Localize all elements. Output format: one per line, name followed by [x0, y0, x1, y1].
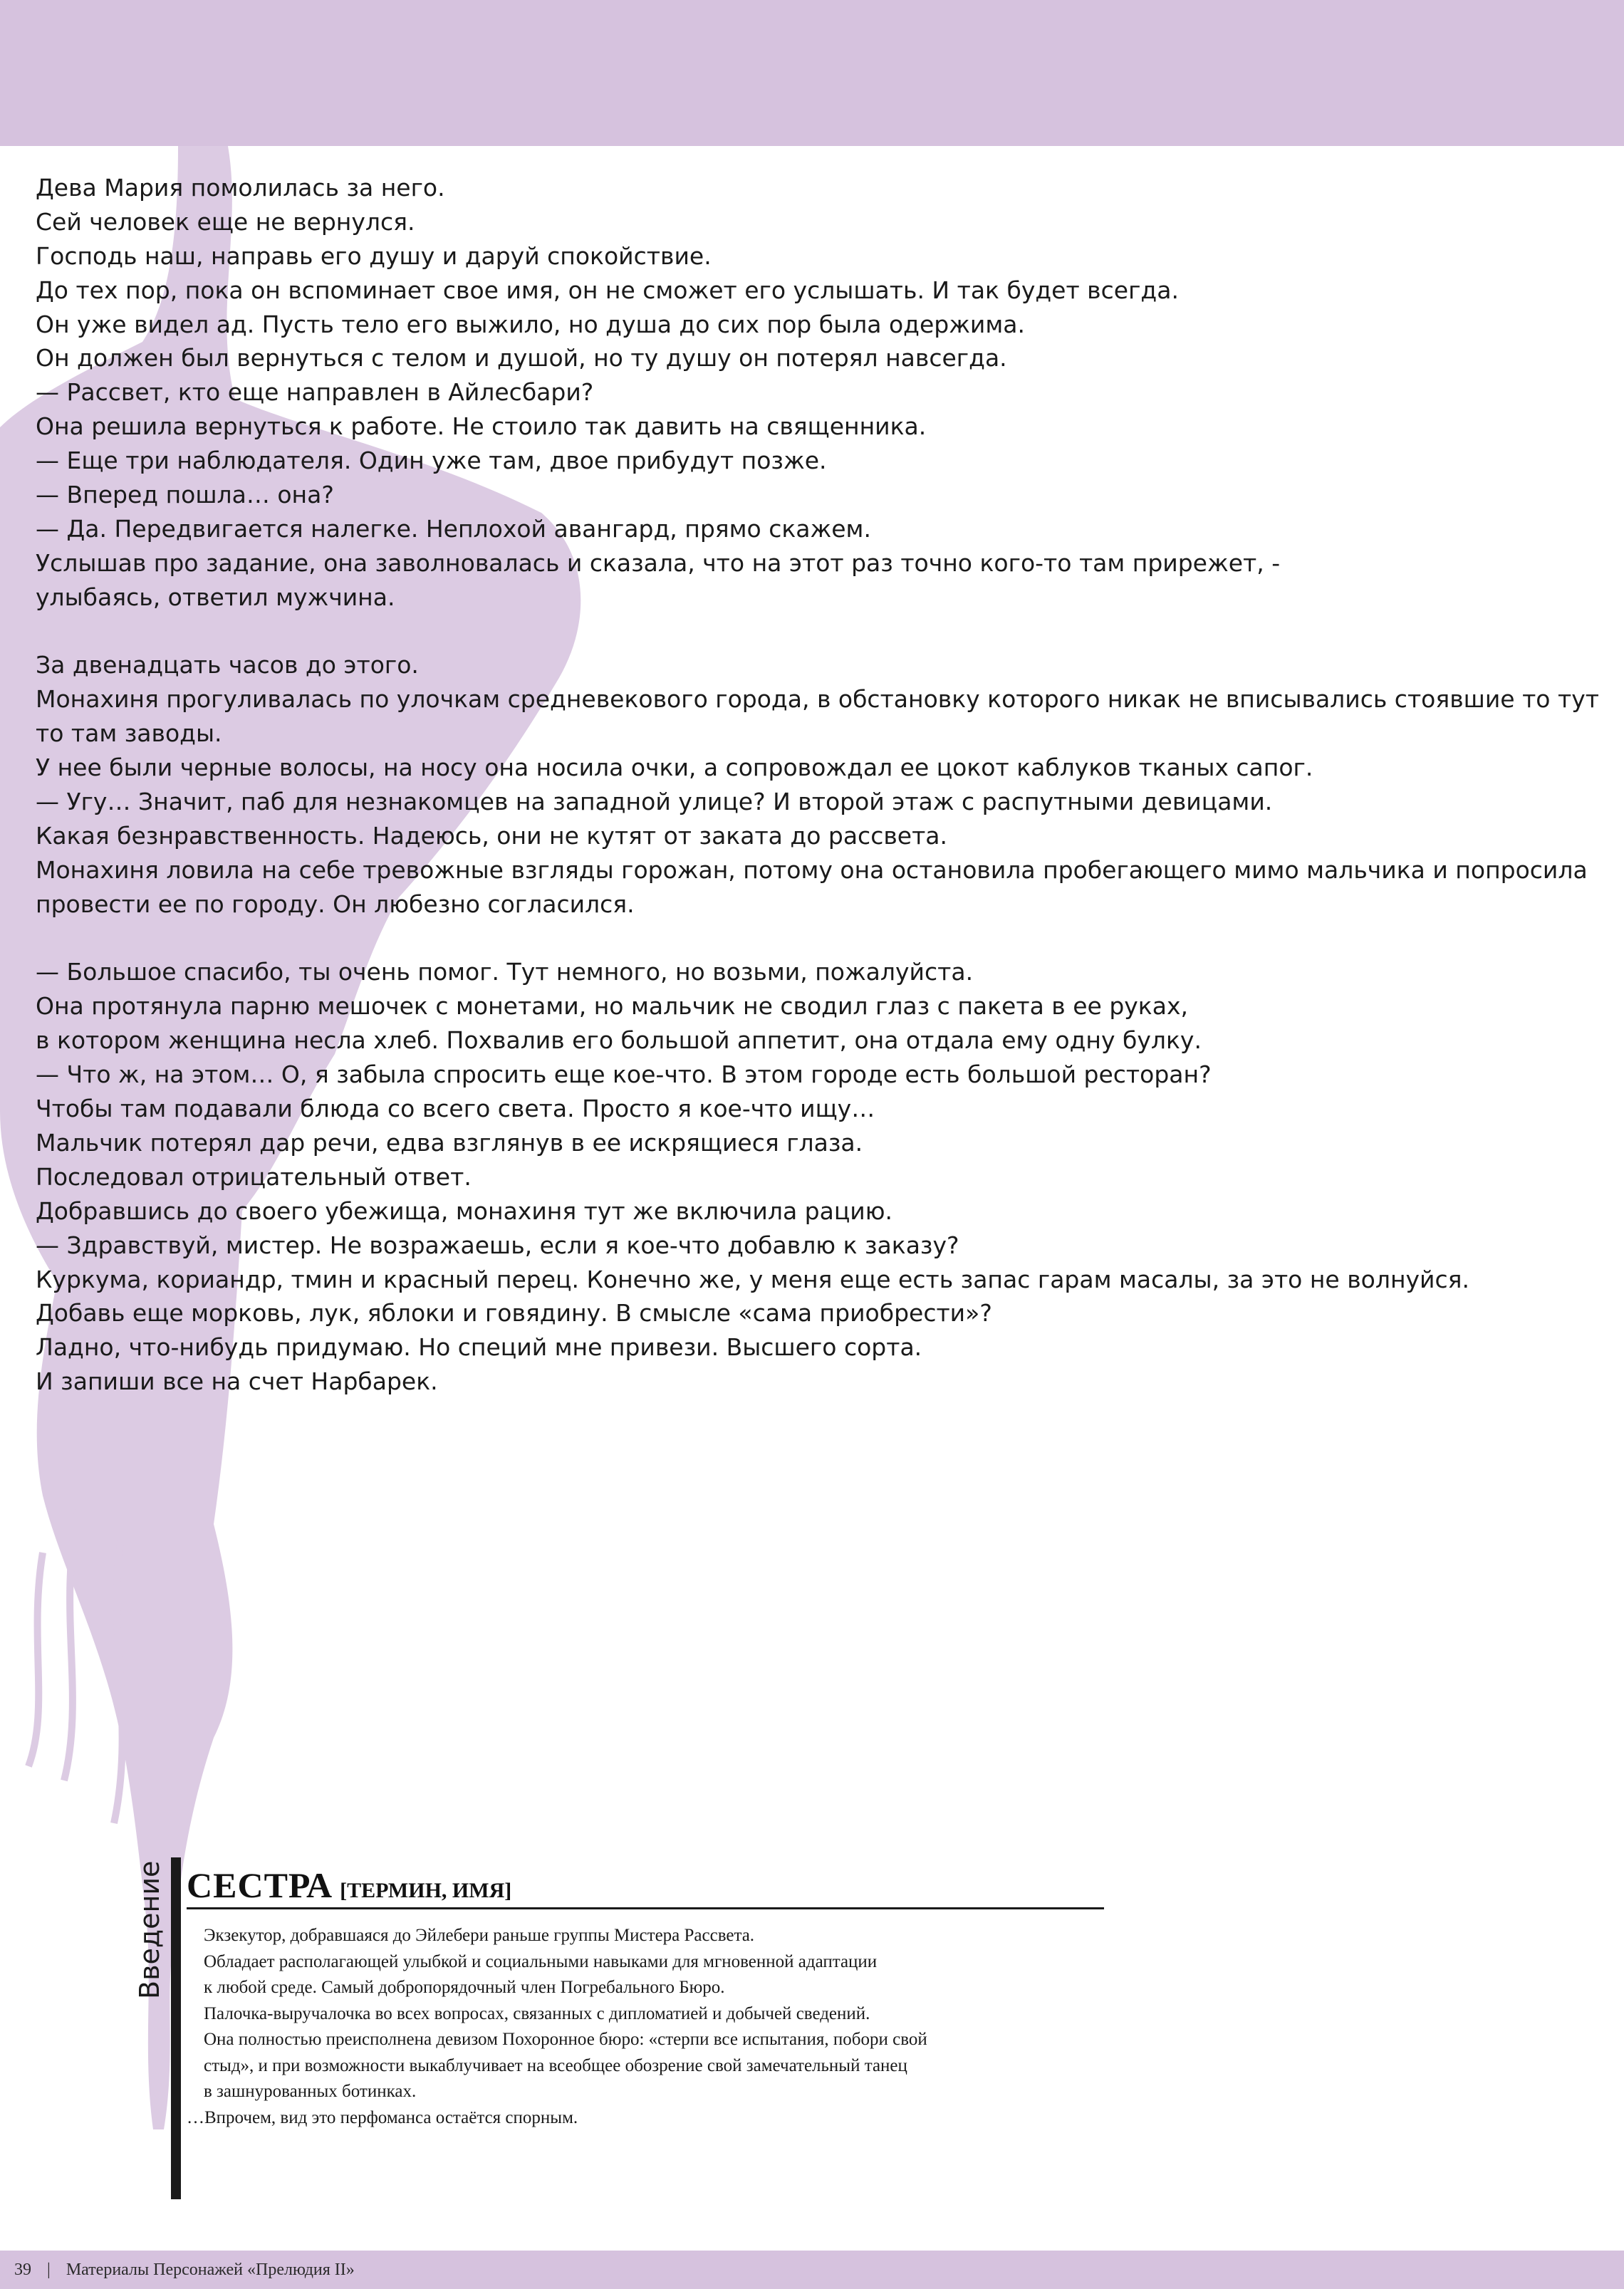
paragraph-gap: [36, 922, 1603, 956]
glossary-line: Экзекутор, добравшаяся до Эйлебери раньше группы Мистера Рассвета.: [204, 1926, 755, 1945]
story-line: — Еще три наблюдателя. Один уже там, двое прибудут позже.: [36, 447, 827, 475]
glossary-line: Она полностью преисполнена девизом Похоронное бюро: «стерпи все испытания, побори свой: [204, 2030, 927, 2049]
book-title: Материалы Персонажей «Прелюдия II»: [66, 2261, 355, 2279]
story-line: Сей человек еще не вернулся.: [36, 207, 415, 236]
story-line: Последовал отрицательный ответ.: [36, 1162, 472, 1191]
story-line: Монахиня ловила на себе тревожные взгляды горожан, потому она остановила пробегающего мимо мальчика и попросила: [36, 855, 1588, 884]
glossary-entry: [128, 1852, 1125, 2201]
glossary-line: …Впрочем, вид это перфоманса остаётся спорным.: [187, 2107, 578, 2127]
story-line: в котором женщина несла хлеб. Похвалив его большой аппетит, она отдала ему одну булку.: [36, 1026, 1202, 1055]
story-line: провести ее по городу. Он любезно согласился.: [36, 890, 635, 918]
story-line: — Здравствуй, мистер. Не возражаешь, если я кое-что добавлю к заказу?: [36, 1231, 959, 1259]
footer-separator: |: [47, 2261, 51, 2279]
story-line: Она решила вернуться к работе. Не стоило так давить на священника.: [36, 412, 927, 441]
story-line: Чтобы там подавали блюда со всего света. Просто я кое-что ищу…: [36, 1095, 875, 1123]
story-line: Он должен был вернуться с телом и душой, но ту душу он потерял навсегда.: [36, 344, 1007, 372]
glossary-line: в зашнурованных ботинках.: [204, 2082, 417, 2101]
glossary-line: к любой среде. Самый добропорядочный член Погребального Бюро.: [204, 1978, 725, 1997]
story-line: Дева Мария помолилась за него.: [36, 174, 445, 202]
page-footer: [14, 2255, 355, 2285]
story-line: улыбаясь, ответил мужчина.: [36, 583, 395, 611]
story-line: — Большое спасибо, ты очень помог. Тут немного, но возьми, пожалуйста.: [36, 958, 974, 986]
story-line: Она протянула парню мешочек с монетами, но мальчик не сводил глаз с пакета в ее руках,: [36, 992, 1188, 1021]
story-line: Услышав про задание, она заволновалась и сказала, что на этот раз точно кого-то там прирежет, -: [36, 548, 1281, 577]
story-line: Куркума, кориандр, тмин и красный перец. Конечно же, у меня еще есть запас гарам масалы, за это не волнуйся.: [36, 1265, 1469, 1293]
story-line: — Угу… Значит, паб для незнакомцев на западной улице? И второй этаж с распутными девицами.: [36, 788, 1273, 816]
story-text: [36, 171, 1603, 1399]
glossary-heading: [187, 1865, 511, 1906]
story-line: За двенадцать часов до этого.: [36, 651, 419, 679]
glossary-qualifier: [ТЕРМИН, ИМЯ]: [340, 1879, 512, 1902]
page-number: 39: [14, 2261, 31, 2279]
story-line: И запиши все на счет Нарбарек.: [36, 1367, 438, 1396]
story-line: Господь наш, направь его душу и даруй спокойствие.: [36, 241, 712, 270]
story-line: — Рассвет, кто еще направлен в Айлесбари?: [36, 378, 594, 407]
story-line: — Да. Передвигается налегке. Неплохой авангард, прямо скажем.: [36, 514, 871, 543]
story-line: Он уже видел ад. Пусть тело его выжило, но душа до сих пор была одержима.: [36, 310, 1025, 338]
glossary-line: Обладает располагающей улыбкой и социальными навыками для мгновенной адаптации: [204, 1951, 878, 1971]
paragraph-gap: [36, 615, 1603, 649]
story-line: то там заводы.: [36, 719, 222, 748]
story-line: Мальчик потерял дар речи, едва взглянув в ее искрящиеся глаза.: [36, 1128, 863, 1157]
section-tab-label: Введение: [134, 1860, 165, 2000]
story-line: Добравшись до своего убежища, монахиня тут же включила рацию.: [36, 1196, 893, 1225]
story-line: До тех пор, пока он вспоминает свое имя, он не сможет его услышать. И так будет всегда.: [36, 276, 1179, 304]
glossary-vertical-bar: [171, 1857, 181, 2199]
story-line: — Вперед пошла… она?: [36, 481, 334, 509]
story-line: Ладно, что-нибудь придумаю. Но специй мне привези. Высшего сорта.: [36, 1333, 922, 1362]
story-line: Какая безнравственность. Надеюсь, они не кутят от заката до рассвета.: [36, 821, 948, 850]
glossary-line: Палочка-выручалочка во всех вопросах, связанных с дипломатией и добычей сведений.: [204, 2003, 870, 2023]
glossary-line: стыд», и при возможности выкаблучивает на всеобщее обозрение свой замечательный танец: [204, 2055, 907, 2075]
story-line: У нее были черные волосы, на носу она носила очки, а сопровождал ее цокот каблуков тканых сапог.: [36, 754, 1313, 782]
story-line: Добавь еще морковь, лук, яблоки и говядину. В смысле «сама приобрести»?: [36, 1299, 992, 1328]
glossary-term: СЕСТРА: [187, 1865, 333, 1905]
story-line: Монахиня прогуливалась по улочкам средневекового города, в обстановку которого никак не вписывались стоявшие то тут: [36, 685, 1599, 714]
glossary-definition: [187, 1923, 1104, 2131]
story-line: — Что ж, на этом… О, я забыла спросить еще кое-что. В этом городе есть большой ресторан?: [36, 1060, 1212, 1089]
glossary-divider: [187, 1907, 1104, 1909]
